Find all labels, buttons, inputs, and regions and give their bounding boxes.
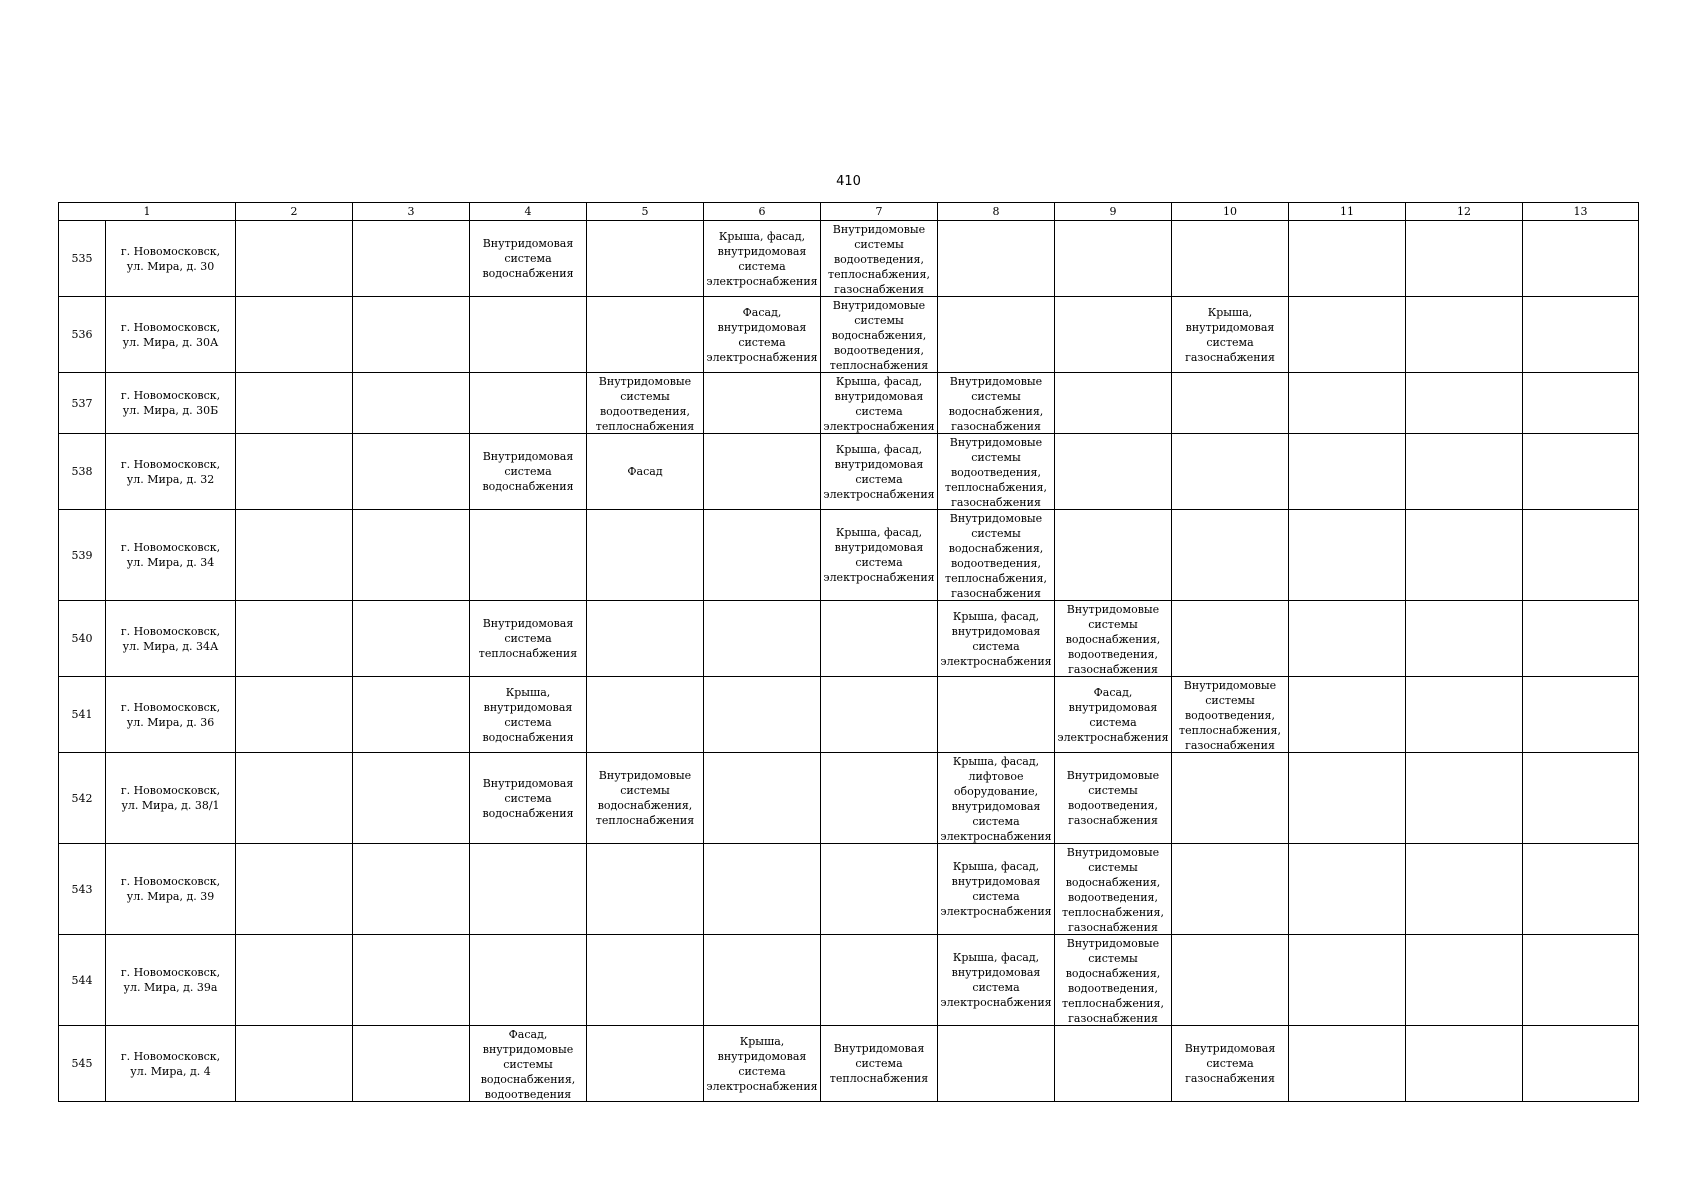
work-cell-col-13 [1523, 844, 1639, 935]
column-header-3: 3 [353, 203, 470, 221]
work-cell-col-6 [704, 373, 821, 434]
row-address [106, 297, 236, 373]
work-cell-col-10 [1172, 1026, 1289, 1102]
work-cell-col-9 [1055, 1026, 1172, 1102]
row-address [106, 373, 236, 434]
work-cell-col-3 [353, 373, 470, 434]
work-cell-col-7 [821, 677, 938, 753]
header-row [59, 203, 1639, 221]
work-cell-col-12 [1406, 510, 1523, 601]
work-cell-col-8 [938, 434, 1055, 510]
work-text: Внутридомовые системы водоотведения, теплоснабжения, газоснабжения [1179, 678, 1281, 752]
work-cell-col-12 [1406, 297, 1523, 373]
work-cell-col-9 [1055, 297, 1172, 373]
work-cell-col-13 [1523, 601, 1639, 677]
work-cell-col-9 [1055, 935, 1172, 1026]
work-cell-col-2 [236, 373, 353, 434]
work-cell-col-8 [938, 753, 1055, 844]
work-cell-col-13 [1523, 510, 1639, 601]
work-cell-col-13 [1523, 1026, 1639, 1102]
work-cell-col-5 [587, 1026, 704, 1102]
work-text: Внутридомовые системы водоснабжения, водоотведения, теплоснабжения [829, 298, 929, 372]
work-cell-col-4 [470, 297, 587, 373]
work-cell-col-10 [1172, 510, 1289, 601]
table-row [59, 601, 1639, 677]
row-address [106, 753, 236, 844]
work-cell-col-11 [1289, 601, 1406, 677]
work-cell-col-6 [704, 297, 821, 373]
work-text: Внутридомовая система водоснабжения [482, 776, 574, 820]
row-address [106, 844, 236, 935]
work-cell-col-3 [353, 221, 470, 297]
table-row [59, 510, 1639, 601]
work-cell-col-9 [1055, 677, 1172, 753]
work-text: Крыша, фасад, внутридомовая система электроснабжения [823, 526, 935, 584]
work-cell-col-8 [938, 935, 1055, 1026]
address-text: г. Новомосковск, ул. Мира, д. 38/1 [120, 784, 221, 812]
address-text: г. Новомосковск, ул. Мира, д. 39а [120, 966, 221, 994]
work-text: Внутридомовая система газоснабжения [1184, 1042, 1276, 1085]
address-text: г. Новомосковск, ул. Мира, д. 32 [120, 457, 221, 486]
work-text: Крыша, внутридомовая система электроснабжения [706, 1034, 818, 1093]
work-cell-col-13 [1523, 373, 1639, 434]
work-text: Крыша, фасад, лифтовое оборудование, внутридомовая система электроснабжения [940, 754, 1052, 843]
work-text: Крыша, внутридомовая система газоснабжения [1185, 305, 1275, 364]
work-cell-col-6 [704, 510, 821, 601]
work-cell-col-3 [353, 434, 470, 510]
work-cell-col-9 [1055, 510, 1172, 601]
work-cell-col-12 [1406, 221, 1523, 297]
work-cell-col-2 [236, 510, 353, 601]
work-text: Фасад, внутридомовая система электроснабжения [706, 305, 818, 364]
row-number: 545 [59, 1026, 106, 1102]
work-cell-col-5 [587, 935, 704, 1026]
work-cell-col-10 [1172, 753, 1289, 844]
work-cell-col-8 [938, 677, 1055, 753]
row-address [106, 601, 236, 677]
work-cell-col-8 [938, 601, 1055, 677]
row-number: 544 [59, 935, 106, 1026]
work-cell-col-7 [821, 221, 938, 297]
work-cell-col-9 [1055, 844, 1172, 935]
work-cell-col-7 [821, 1026, 938, 1102]
work-cell-col-6 [704, 844, 821, 935]
work-cell-col-6 [704, 1026, 821, 1102]
work-text: Внутридомовая система теплоснабжения [829, 1042, 929, 1085]
work-text: Крыша, внутридомовая система водоснабжения [482, 685, 574, 744]
work-cell-col-10 [1172, 677, 1289, 753]
work-cell-col-7 [821, 510, 938, 601]
work-cell-col-12 [1406, 601, 1523, 677]
table-row [59, 935, 1639, 1026]
work-cell-col-6 [704, 753, 821, 844]
work-text: Внутридомовые системы водоотведения, теплоснабжения [595, 374, 695, 433]
work-cell-col-13 [1523, 753, 1639, 844]
work-cell-col-2 [236, 297, 353, 373]
column-header-4: 4 [470, 203, 587, 221]
column-header-8: 8 [938, 203, 1055, 221]
address-text: г. Новомосковск, ул. Мира, д. 30А [120, 320, 221, 349]
work-cell-col-3 [353, 753, 470, 844]
work-cell-col-9 [1055, 753, 1172, 844]
row-number: 535 [59, 221, 106, 297]
work-cell-col-7 [821, 373, 938, 434]
work-cell-col-3 [353, 1026, 470, 1102]
work-cell-col-3 [353, 510, 470, 601]
work-cell-col-2 [236, 844, 353, 935]
work-text: Внутридомовая система водоснабжения [482, 237, 574, 280]
work-text: Крыша, фасад, внутридомовая система электроснабжения [940, 860, 1052, 918]
work-cell-col-2 [236, 221, 353, 297]
row-address [106, 935, 236, 1026]
work-cell-col-9 [1055, 221, 1172, 297]
address-text: г. Новомосковск, ул. Мира, д. 34А [120, 624, 221, 653]
work-cell-col-8 [938, 221, 1055, 297]
table-row [59, 677, 1639, 753]
work-text: Фасад [627, 465, 663, 478]
table-body [59, 221, 1639, 1102]
row-number: 541 [59, 677, 106, 753]
work-text: Внутридомовые системы водоснабжения, газоснабжения [948, 374, 1044, 433]
work-cell-col-12 [1406, 935, 1523, 1026]
work-cell-col-6 [704, 434, 821, 510]
work-cell-col-11 [1289, 373, 1406, 434]
column-header-1: 1 [59, 203, 236, 221]
work-cell-col-11 [1289, 297, 1406, 373]
work-text: Внутридомовые системы водоснабжения, водоотведения, газоснабжения [1065, 602, 1161, 676]
work-cell-col-10 [1172, 221, 1289, 297]
work-text: Крыша, фасад, внутридомовая система электроснабжения [823, 442, 935, 501]
table-row [59, 1026, 1639, 1102]
column-header-7: 7 [821, 203, 938, 221]
work-cell-col-5 [587, 753, 704, 844]
work-cell-col-9 [1055, 434, 1172, 510]
work-text: Крыша, фасад, внутридомовая система электроснабжения [706, 229, 818, 288]
work-cell-col-7 [821, 601, 938, 677]
column-header-6: 6 [704, 203, 821, 221]
work-cell-col-2 [236, 434, 353, 510]
column-header-13: 13 [1523, 203, 1639, 221]
work-cell-col-11 [1289, 844, 1406, 935]
row-number: 537 [59, 373, 106, 434]
work-cell-col-5 [587, 601, 704, 677]
work-text: Внутридомовая система водоснабжения [482, 450, 574, 493]
work-cell-col-5 [587, 373, 704, 434]
work-cell-col-12 [1406, 844, 1523, 935]
row-address [106, 677, 236, 753]
work-cell-col-11 [1289, 221, 1406, 297]
work-cell-col-6 [704, 935, 821, 1026]
row-address [106, 434, 236, 510]
work-cell-col-8 [938, 510, 1055, 601]
work-text: Фасад, внутридомовая система электроснабжения [1057, 685, 1169, 744]
column-header-10: 10 [1172, 203, 1289, 221]
work-cell-col-13 [1523, 935, 1639, 1026]
work-cell-col-4 [470, 677, 587, 753]
work-cell-col-13 [1523, 677, 1639, 753]
work-cell-col-3 [353, 601, 470, 677]
work-cell-col-8 [938, 1026, 1055, 1102]
work-cell-col-10 [1172, 434, 1289, 510]
address-text: г. Новомосковск, ул. Мира, д. 34 [120, 541, 221, 569]
work-text: Фасад, внутридомовые системы водоснабжения, водоотведения [480, 1027, 576, 1101]
work-cell-col-4 [470, 753, 587, 844]
table-row [59, 844, 1639, 935]
row-address [106, 1026, 236, 1102]
work-cell-col-5 [587, 677, 704, 753]
work-cell-col-4 [470, 221, 587, 297]
work-cell-col-4 [470, 844, 587, 935]
work-cell-col-9 [1055, 373, 1172, 434]
work-cell-col-12 [1406, 434, 1523, 510]
work-cell-col-8 [938, 373, 1055, 434]
column-header-12: 12 [1406, 203, 1523, 221]
row-number: 540 [59, 601, 106, 677]
work-cell-col-10 [1172, 373, 1289, 434]
work-cell-col-13 [1523, 221, 1639, 297]
work-cell-col-11 [1289, 434, 1406, 510]
work-cell-col-7 [821, 434, 938, 510]
work-cell-col-4 [470, 1026, 587, 1102]
work-cell-col-4 [470, 373, 587, 434]
work-cell-col-2 [236, 753, 353, 844]
work-cell-col-5 [587, 434, 704, 510]
work-cell-col-10 [1172, 935, 1289, 1026]
work-cell-col-5 [587, 844, 704, 935]
work-text: Внутридомовые системы водоснабжения, водоотведения, теплоснабжения, газоснабжения [945, 511, 1047, 600]
column-header-9: 9 [1055, 203, 1172, 221]
row-number: 539 [59, 510, 106, 601]
work-cell-col-7 [821, 935, 938, 1026]
work-cell-col-4 [470, 601, 587, 677]
row-address [106, 221, 236, 297]
work-text: Внутридомовые системы водоснабжения, теплоснабжения [595, 769, 695, 827]
work-cell-col-5 [587, 221, 704, 297]
work-cell-col-3 [353, 297, 470, 373]
work-text: Крыша, фасад, внутридомовая система электроснабжения [940, 609, 1052, 668]
work-cell-col-11 [1289, 510, 1406, 601]
address-text: г. Новомосковск, ул. Мира, д. 39 [120, 875, 221, 903]
table-row [59, 434, 1639, 510]
capital-repair-table [58, 202, 1639, 1102]
work-cell-col-12 [1406, 373, 1523, 434]
work-cell-col-4 [470, 935, 587, 1026]
work-cell-col-11 [1289, 677, 1406, 753]
work-text: Внутридомовые системы водоснабжения, водоотведения, теплоснабжения, газоснабжения [1062, 845, 1164, 934]
work-cell-col-9 [1055, 601, 1172, 677]
work-cell-col-12 [1406, 677, 1523, 753]
row-address [106, 510, 236, 601]
work-cell-col-4 [470, 434, 587, 510]
page-number: 410 [836, 174, 861, 189]
column-header-5: 5 [587, 203, 704, 221]
table-row [59, 753, 1639, 844]
column-header-2: 2 [236, 203, 353, 221]
work-text: Внутридомовые системы водоотведения, теплоснабжения, газоснабжения [945, 435, 1047, 509]
table-row [59, 373, 1639, 434]
work-cell-col-6 [704, 221, 821, 297]
address-text: г. Новомосковск, ул. Мира, д. 30 [120, 244, 221, 273]
work-cell-col-10 [1172, 601, 1289, 677]
address-text: г. Новомосковск, ул. Мира, д. 36 [120, 700, 221, 729]
work-cell-col-3 [353, 677, 470, 753]
work-cell-col-7 [821, 297, 938, 373]
row-number: 543 [59, 844, 106, 935]
work-text: Внутридомовые системы водоотведения, газоснабжения [1066, 769, 1160, 827]
work-cell-col-6 [704, 601, 821, 677]
work-cell-col-10 [1172, 297, 1289, 373]
work-text: Крыша, фасад, внутридомовая система электроснабжения [823, 374, 935, 433]
table-header [59, 203, 1639, 221]
row-number: 542 [59, 753, 106, 844]
work-text: Крыша, фасад, внутридомовая система электроснабжения [940, 951, 1052, 1009]
work-cell-col-13 [1523, 297, 1639, 373]
work-cell-col-5 [587, 510, 704, 601]
work-cell-col-11 [1289, 1026, 1406, 1102]
table-row [59, 297, 1639, 373]
address-text: г. Новомосковск, ул. Мира, д. 4 [120, 1049, 221, 1078]
work-cell-col-2 [236, 601, 353, 677]
work-cell-col-4 [470, 510, 587, 601]
work-cell-col-8 [938, 297, 1055, 373]
column-header-11: 11 [1289, 203, 1406, 221]
work-cell-col-7 [821, 753, 938, 844]
work-text: Внутридомовая система теплоснабжения [478, 617, 578, 660]
row-number: 536 [59, 297, 106, 373]
work-cell-col-6 [704, 677, 821, 753]
address-text: г. Новомосковск, ул. Мира, д. 30Б [120, 389, 221, 417]
work-cell-col-7 [821, 844, 938, 935]
work-cell-col-3 [353, 935, 470, 1026]
work-text: Внутридомовые системы водоотведения, теплоснабжения, газоснабжения [828, 222, 930, 296]
work-cell-col-11 [1289, 935, 1406, 1026]
row-number: 538 [59, 434, 106, 510]
work-cell-col-2 [236, 677, 353, 753]
work-text: Внутридомовые системы водоснабжения, водоотведения, теплоснабжения, газоснабжения [1062, 936, 1164, 1025]
table-row [59, 221, 1639, 297]
work-cell-col-5 [587, 297, 704, 373]
work-cell-col-12 [1406, 1026, 1523, 1102]
work-cell-col-2 [236, 935, 353, 1026]
work-cell-col-12 [1406, 753, 1523, 844]
work-cell-col-3 [353, 844, 470, 935]
work-cell-col-11 [1289, 753, 1406, 844]
work-cell-col-10 [1172, 844, 1289, 935]
work-cell-col-13 [1523, 434, 1639, 510]
work-cell-col-8 [938, 844, 1055, 935]
work-cell-col-2 [236, 1026, 353, 1102]
